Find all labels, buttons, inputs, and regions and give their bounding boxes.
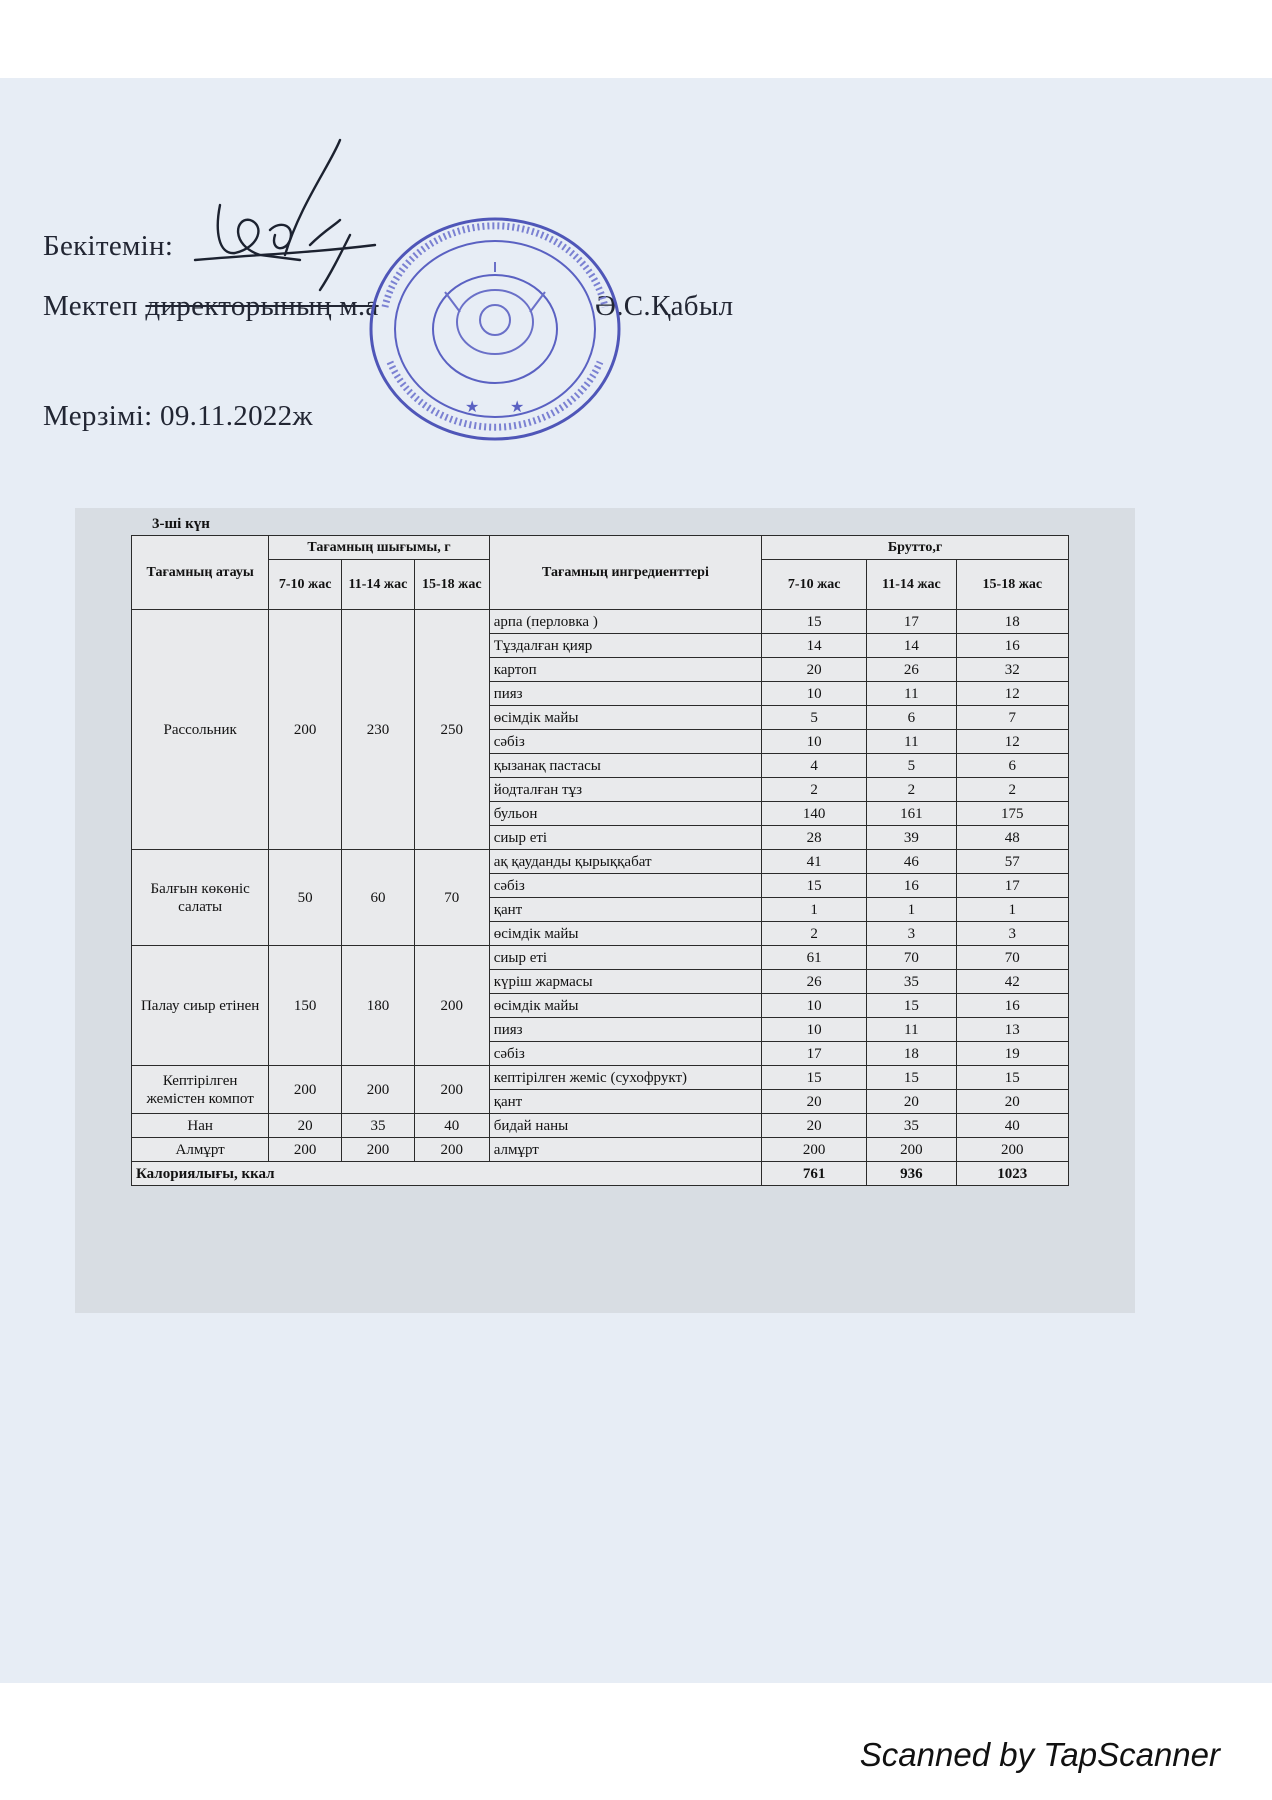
dish-name: Рассольник xyxy=(132,610,269,850)
director-name: Ә.С.Қабыл xyxy=(595,290,734,322)
ingredient-row xyxy=(132,1066,1069,1090)
brutto-value: 17 xyxy=(867,610,956,634)
ingredient-name: қызанақ пастасы xyxy=(489,754,761,778)
brutto-value: 11 xyxy=(867,1018,956,1042)
dish-yield: 40 xyxy=(414,1114,489,1138)
brutto-value: 13 xyxy=(956,1018,1068,1042)
brutto-value: 61 xyxy=(762,946,867,970)
director-signature xyxy=(190,135,380,295)
header-brutto: Брутто,г xyxy=(762,536,1069,560)
brutto-value: 10 xyxy=(762,730,867,754)
ingredient-name: өсімдік майы xyxy=(489,994,761,1018)
ingredient-name: қант xyxy=(489,1090,761,1114)
dish-yield: 200 xyxy=(269,610,342,850)
brutto-value: 18 xyxy=(867,1042,956,1066)
header-brutto-age: 15-18 жас xyxy=(956,560,1068,610)
ingredient-name: өсімдік майы xyxy=(489,706,761,730)
dish-yield: 200 xyxy=(269,1066,342,1114)
brutto-value: 12 xyxy=(956,682,1068,706)
dish-name: Кептірілген жемістен компот xyxy=(132,1066,269,1114)
ingredient-name: сәбіз xyxy=(489,730,761,754)
brutto-value: 1 xyxy=(956,898,1068,922)
brutto-value: 17 xyxy=(956,874,1068,898)
brutto-value: 17 xyxy=(762,1042,867,1066)
brutto-value: 2 xyxy=(956,778,1068,802)
brutto-value: 200 xyxy=(762,1138,867,1162)
brutto-value: 1 xyxy=(762,898,867,922)
ingredient-name: пияз xyxy=(489,682,761,706)
ingredient-name: күріш жармасы xyxy=(489,970,761,994)
svg-text:★: ★ xyxy=(465,399,480,416)
dish-yield: 230 xyxy=(342,610,415,850)
header-yield-age: 11-14 жас xyxy=(342,560,415,610)
ingredient-name: картоп xyxy=(489,658,761,682)
header-yield-age: 15-18 жас xyxy=(414,560,489,610)
dish-name: Нан xyxy=(132,1114,269,1138)
total-value: 936 xyxy=(867,1162,956,1186)
header-brutto-age: 7-10 жас xyxy=(762,560,867,610)
brutto-value: 20 xyxy=(762,1090,867,1114)
brutto-value: 200 xyxy=(956,1138,1068,1162)
brutto-value: 39 xyxy=(867,826,956,850)
ingredient-name: бидай наны xyxy=(489,1114,761,1138)
brutto-value: 2 xyxy=(762,778,867,802)
menu-table-body xyxy=(132,610,1069,1162)
brutto-value: 3 xyxy=(956,922,1068,946)
brutto-value: 3 xyxy=(867,922,956,946)
brutto-value: 15 xyxy=(762,610,867,634)
ingredient-name: бульон xyxy=(489,802,761,826)
brutto-value: 10 xyxy=(762,682,867,706)
ingredient-row xyxy=(132,1138,1069,1162)
ingredient-name: қант xyxy=(489,898,761,922)
brutto-value: 20 xyxy=(956,1090,1068,1114)
total-value: 761 xyxy=(762,1162,867,1186)
brutto-value: 16 xyxy=(956,994,1068,1018)
dish-name: Алмұрт xyxy=(132,1138,269,1162)
brutto-value: 6 xyxy=(867,706,956,730)
brutto-value: 15 xyxy=(867,994,956,1018)
dish-yield: 180 xyxy=(342,946,415,1066)
dish-yield: 200 xyxy=(342,1138,415,1162)
dish-yield: 150 xyxy=(269,946,342,1066)
brutto-value: 32 xyxy=(956,658,1068,682)
brutto-value: 5 xyxy=(867,754,956,778)
brutto-value: 57 xyxy=(956,850,1068,874)
ingredient-name: йодталған тұз xyxy=(489,778,761,802)
ingredient-row xyxy=(132,850,1069,874)
brutto-value: 70 xyxy=(867,946,956,970)
brutto-value: 16 xyxy=(867,874,956,898)
dish-yield: 50 xyxy=(269,850,342,946)
brutto-value: 40 xyxy=(956,1114,1068,1138)
brutto-value: 5 xyxy=(762,706,867,730)
ingredient-name: пияз xyxy=(489,1018,761,1042)
brutto-value: 6 xyxy=(956,754,1068,778)
brutto-value: 200 xyxy=(867,1138,956,1162)
dish-name: Балғын көкөніс салаты xyxy=(132,850,269,946)
total-value: 1023 xyxy=(956,1162,1068,1186)
brutto-value: 20 xyxy=(762,1114,867,1138)
brutto-value: 175 xyxy=(956,802,1068,826)
brutto-value: 14 xyxy=(867,634,956,658)
approve-label: Бекітемін: xyxy=(43,230,174,262)
dish-yield: 200 xyxy=(414,1066,489,1114)
ingredient-name: сиыр еті xyxy=(489,946,761,970)
brutto-value: 35 xyxy=(867,970,956,994)
header-yield: Тағамның шығымы, г xyxy=(269,536,489,560)
brutto-value: 12 xyxy=(956,730,1068,754)
brutto-value: 20 xyxy=(867,1090,956,1114)
brutto-value: 20 xyxy=(762,658,867,682)
ingredient-name: Тұздалған қияр xyxy=(489,634,761,658)
header-ingredients: Тағамның ингредиенттері xyxy=(489,536,761,610)
brutto-value: 11 xyxy=(867,682,956,706)
brutto-value: 26 xyxy=(867,658,956,682)
total-label: Калориялығы, ккал xyxy=(132,1162,762,1186)
brutto-value: 11 xyxy=(867,730,956,754)
dish-yield: 200 xyxy=(342,1066,415,1114)
dish-yield: 250 xyxy=(414,610,489,850)
brutto-value: 14 xyxy=(762,634,867,658)
brutto-value: 26 xyxy=(762,970,867,994)
svg-text:★: ★ xyxy=(510,399,525,416)
brutto-value: 15 xyxy=(956,1066,1068,1090)
dish-yield: 70 xyxy=(414,850,489,946)
brutto-value: 70 xyxy=(956,946,1068,970)
brutto-value: 48 xyxy=(956,826,1068,850)
menu-table xyxy=(131,535,1069,1186)
dish-yield: 20 xyxy=(269,1114,342,1138)
ingredient-row xyxy=(132,1114,1069,1138)
ingredient-name: арпа (перловка ) xyxy=(489,610,761,634)
brutto-value: 35 xyxy=(867,1114,956,1138)
brutto-value: 161 xyxy=(867,802,956,826)
brutto-value: 19 xyxy=(956,1042,1068,1066)
dish-yield: 200 xyxy=(269,1138,342,1162)
brutto-value: 46 xyxy=(867,850,956,874)
brutto-value: 28 xyxy=(762,826,867,850)
brutto-value: 1 xyxy=(867,898,956,922)
brutto-value: 16 xyxy=(956,634,1068,658)
dish-yield: 200 xyxy=(414,946,489,1066)
ingredient-name: ақ қауданды қырыққабат xyxy=(489,850,761,874)
dish-yield: 35 xyxy=(342,1114,415,1138)
brutto-value: 41 xyxy=(762,850,867,874)
brutto-value: 15 xyxy=(762,874,867,898)
day-label: 3-ші күн xyxy=(152,516,210,532)
ingredient-name: сәбіз xyxy=(489,874,761,898)
ingredient-row xyxy=(132,946,1069,970)
ingredient-name: өсімдік майы xyxy=(489,922,761,946)
scanner-watermark: Scanned by TapScanner xyxy=(859,1736,1220,1773)
brutto-value: 42 xyxy=(956,970,1068,994)
ingredient-name: алмұрт xyxy=(489,1138,761,1162)
dish-yield: 200 xyxy=(414,1138,489,1162)
brutto-value: 2 xyxy=(867,778,956,802)
ingredient-row xyxy=(132,610,1069,634)
dish-name: Палау сиыр етінен xyxy=(132,946,269,1066)
brutto-value: 15 xyxy=(762,1066,867,1090)
ingredient-name: сиыр еті xyxy=(489,826,761,850)
header-yield-age: 7-10 жас xyxy=(269,560,342,610)
approval-date: Мерзімі: 09.11.2022ж xyxy=(43,400,313,432)
ingredient-name: кептірілген жеміс (сухофрукт) xyxy=(489,1066,761,1090)
brutto-value: 18 xyxy=(956,610,1068,634)
brutto-value: 10 xyxy=(762,994,867,1018)
brutto-value: 2 xyxy=(762,922,867,946)
header-brutto-age: 11-14 жас xyxy=(867,560,956,610)
brutto-value: 4 xyxy=(762,754,867,778)
brutto-value: 10 xyxy=(762,1018,867,1042)
ingredient-name: сәбіз xyxy=(489,1042,761,1066)
brutto-value: 7 xyxy=(956,706,1068,730)
header-dish: Тағамның атауы xyxy=(132,536,269,610)
dish-yield: 60 xyxy=(342,850,415,946)
brutto-value: 140 xyxy=(762,802,867,826)
official-seal xyxy=(365,212,625,447)
brutto-value: 15 xyxy=(867,1066,956,1090)
director-title: директорының м.а xyxy=(145,290,379,322)
total-row xyxy=(132,1162,1069,1186)
director-prefix: Мектеп xyxy=(43,290,146,322)
